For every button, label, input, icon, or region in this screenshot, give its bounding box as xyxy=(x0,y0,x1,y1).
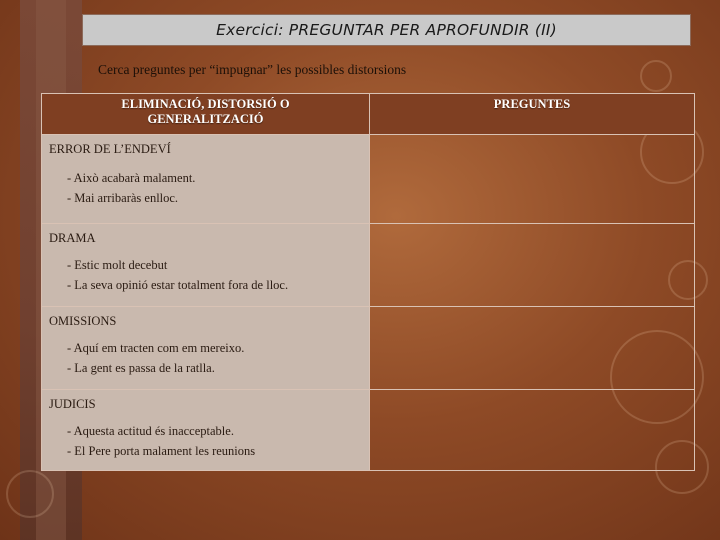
table-row xyxy=(42,390,695,471)
header-questions xyxy=(370,94,695,135)
question-cell[interactable] xyxy=(370,135,695,224)
example-text: - Aquesta actitud és inacceptable. xyxy=(67,424,234,438)
header-questions-label: PREGUNTES xyxy=(493,97,571,111)
page-subtitle: Cerca preguntes per “impugnar” les possibles distorsions xyxy=(98,62,407,77)
question-cell[interactable] xyxy=(370,390,695,471)
page-title: Exercici: PREGUNTAR PER APROFUNDIR (II) xyxy=(216,21,557,39)
decorative-circle xyxy=(640,60,672,92)
header-line-2: GENERALITZACIÓ xyxy=(147,112,264,126)
category-name: OMISSIONS xyxy=(49,314,117,328)
question-cell[interactable] xyxy=(370,307,695,390)
example-text: - El Pere porta malament les reunions xyxy=(67,444,256,458)
table-row xyxy=(42,224,695,307)
example-text: - Estic molt decebut xyxy=(67,258,168,272)
header-line-1: ELIMINACIÓ, DISTORSIÓ O xyxy=(121,97,290,111)
exercise-table xyxy=(41,93,695,471)
category-name: JUDICIS xyxy=(49,397,96,411)
example-text: - Aquí em tracten com em mereixo. xyxy=(67,341,245,355)
title-bar xyxy=(82,14,691,46)
question-cell[interactable] xyxy=(370,224,695,307)
table-header-row xyxy=(42,94,695,135)
category-cell xyxy=(42,390,370,471)
category-cell xyxy=(42,307,370,390)
example-text: - La gent es passa de la ratlla. xyxy=(67,361,215,375)
category-name: DRAMA xyxy=(49,231,96,245)
header-distortion xyxy=(42,94,370,135)
example-text: - Això acabarà malament. xyxy=(67,171,196,185)
example-text: - Mai arribaràs enlloc. xyxy=(67,191,179,205)
decorative-circle xyxy=(6,470,54,518)
example-text: - La seva opinió estar totalment fora de lloc. xyxy=(67,278,289,292)
table-row xyxy=(42,135,695,224)
category-cell xyxy=(42,224,370,307)
category-cell xyxy=(42,135,370,224)
category-name: ERROR DE L’ENDEVÍ xyxy=(49,142,171,156)
table-row xyxy=(42,307,695,390)
